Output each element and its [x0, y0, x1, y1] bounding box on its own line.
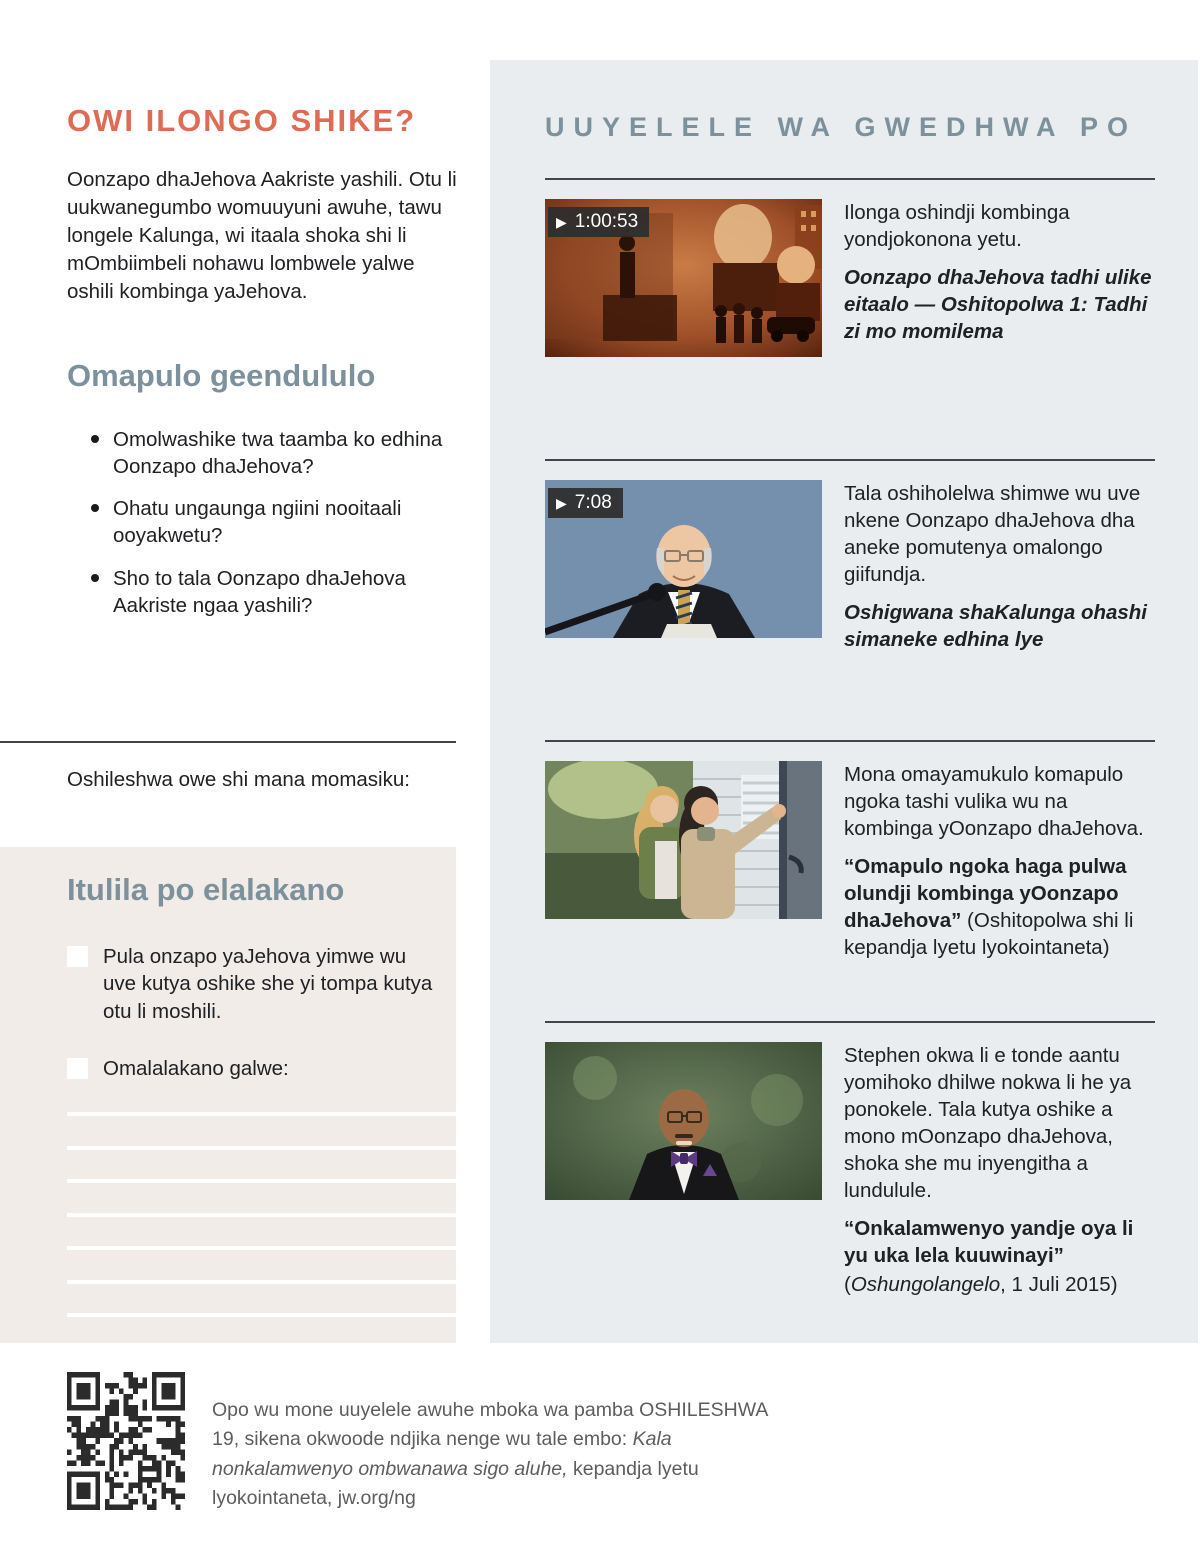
- goal-section: [0, 847, 456, 1343]
- ministry-photo-illustration: [545, 761, 822, 919]
- list-item: Omolwashike twa taamba ko edhina Oonzapo dhaJehova?: [91, 426, 457, 481]
- reading-completed-label: Oshileshwa owe shi mana momasiku:: [67, 768, 410, 791]
- media-quote: “Onkalamwenyo yandje oya li yu uka lela kuuwinayi”: [844, 1217, 1134, 1268]
- media-description: Tala oshiholelwa shimwe wu uve nkene Oonzapo dhaJehova dha aneke pomutenya omalongo giifundja.: [844, 482, 1141, 587]
- photo-man-purple-bowtie[interactable]: [545, 1042, 822, 1200]
- writing-line: [67, 1280, 456, 1284]
- intro-paragraph: Oonzapo dhaJehova Aakriste yashili. Otu li uukwanegumbo womuuyuni awuhe, tawu longele Kalunga, wi itaala shoka shi li mOmbiimbeli nohawu lombwele yalwe oshili kombinga yaJehova.: [67, 168, 457, 303]
- media-row: [545, 1021, 1155, 1302]
- writing-line: [67, 1246, 456, 1250]
- duration-label: 7:08: [574, 492, 612, 513]
- goal-item-label: Pula onzapo yaJehova yimwe wu uve kutya oshike she yi tompa kutya otu li moshili.: [103, 945, 433, 1023]
- goal-item: [67, 1055, 439, 1082]
- left-column: [67, 104, 457, 634]
- additional-info-panel: [490, 60, 1198, 1343]
- goal-checkbox[interactable]: [67, 946, 88, 967]
- duration-badge: [548, 207, 649, 237]
- media-source: (Oshungolangelo, 1 Juli 2015): [844, 1273, 1118, 1297]
- video-thumbnail-history-montage[interactable]: [545, 199, 822, 357]
- duration-badge: [548, 488, 623, 518]
- media-row-text: [844, 1042, 1155, 1302]
- play-icon: ▶: [556, 494, 567, 511]
- media-title: Oonzapo dhaJehova tadhi ulike eitaalo — Oshitopolwa 1: Tadhi zi mo momilema: [844, 266, 1152, 344]
- media-row-text: [844, 480, 1155, 740]
- writing-line: [67, 1179, 456, 1183]
- writing-line: [67, 1146, 456, 1150]
- footer: [67, 1372, 790, 1513]
- review-questions-list: [67, 426, 457, 620]
- qr-code-image: [67, 1372, 185, 1510]
- panel-heading: UUYELELE WA GWEDHWA PO: [545, 112, 1138, 142]
- writing-line: [67, 1112, 456, 1116]
- media-row: [545, 178, 1155, 459]
- footer-note: Opo wu mone uuyelele awuhe mboka wa pamba OSHILESHWA 19, sikena okwoode ndjika nenge wu tale embo: Kala nonkalamwenyo ombwanawa sigo aluhe, kepandja lyetu lyokointaneta, jw.org/ng: [212, 1399, 768, 1509]
- media-row: [545, 740, 1155, 1021]
- media-row-text: [844, 199, 1155, 459]
- page-title: OWI ILONGO SHIKE?: [67, 103, 417, 138]
- left-divider: [0, 741, 456, 743]
- goal-checkbox[interactable]: [67, 1058, 88, 1079]
- media-title: “Omapulo ngoka haga pulwa olundji kombinga yOonzapo dhaJehova” (Oshitopolwa shi li kepandja lyetu lyokointaneta): [844, 855, 1134, 960]
- writing-line: [67, 1313, 456, 1317]
- media-row: [545, 459, 1155, 740]
- duration-label: 1:00:53: [574, 211, 639, 232]
- bullet-icon: [91, 504, 99, 512]
- media-title: Oshigwana shaKalunga ohashi simaneke edhina lye: [844, 601, 1148, 652]
- media-description: Stephen okwa li e tonde aantu yomihoko dhilwe nokwa li he ya ponokele. Tala kutya oshike a mono mOonzapo dhaJehova, shoka she mu inyengitha a lundulule.: [844, 1044, 1132, 1203]
- media-rows: [490, 178, 1198, 1302]
- list-item: Sho to tala Oonzapo dhaJehova Aakriste ngaa yashili?: [91, 565, 457, 620]
- qr-code: [67, 1372, 185, 1510]
- bullet-icon: [91, 574, 99, 582]
- writing-lines: [67, 1112, 456, 1317]
- portrait-illustration: [545, 1042, 822, 1200]
- photo-two-women-at-door[interactable]: [545, 761, 822, 919]
- goal-section-title: Itulila po elalakano: [67, 872, 345, 907]
- media-description: Mona omayamukulo komapulo ngoka tashi vulika wu na kombinga yOonzapo dhaJehova.: [844, 763, 1144, 841]
- goal-item: [67, 943, 439, 1025]
- review-questions-heading: Omapulo geendululo: [67, 358, 376, 394]
- media-description: Ilonga oshindji kombinga yondjokonona yetu.: [844, 201, 1070, 252]
- play-icon: ▶: [556, 213, 567, 230]
- media-row-text: [844, 761, 1155, 1021]
- writing-line: [67, 1213, 456, 1217]
- bullet-icon: [91, 435, 99, 443]
- list-item: Ohatu ungaunga ngiini nooitaali ooyakwetu?: [91, 495, 457, 550]
- goal-item-label: Omalalakano galwe:: [103, 1056, 289, 1080]
- video-thumbnail-speaker[interactable]: [545, 480, 822, 638]
